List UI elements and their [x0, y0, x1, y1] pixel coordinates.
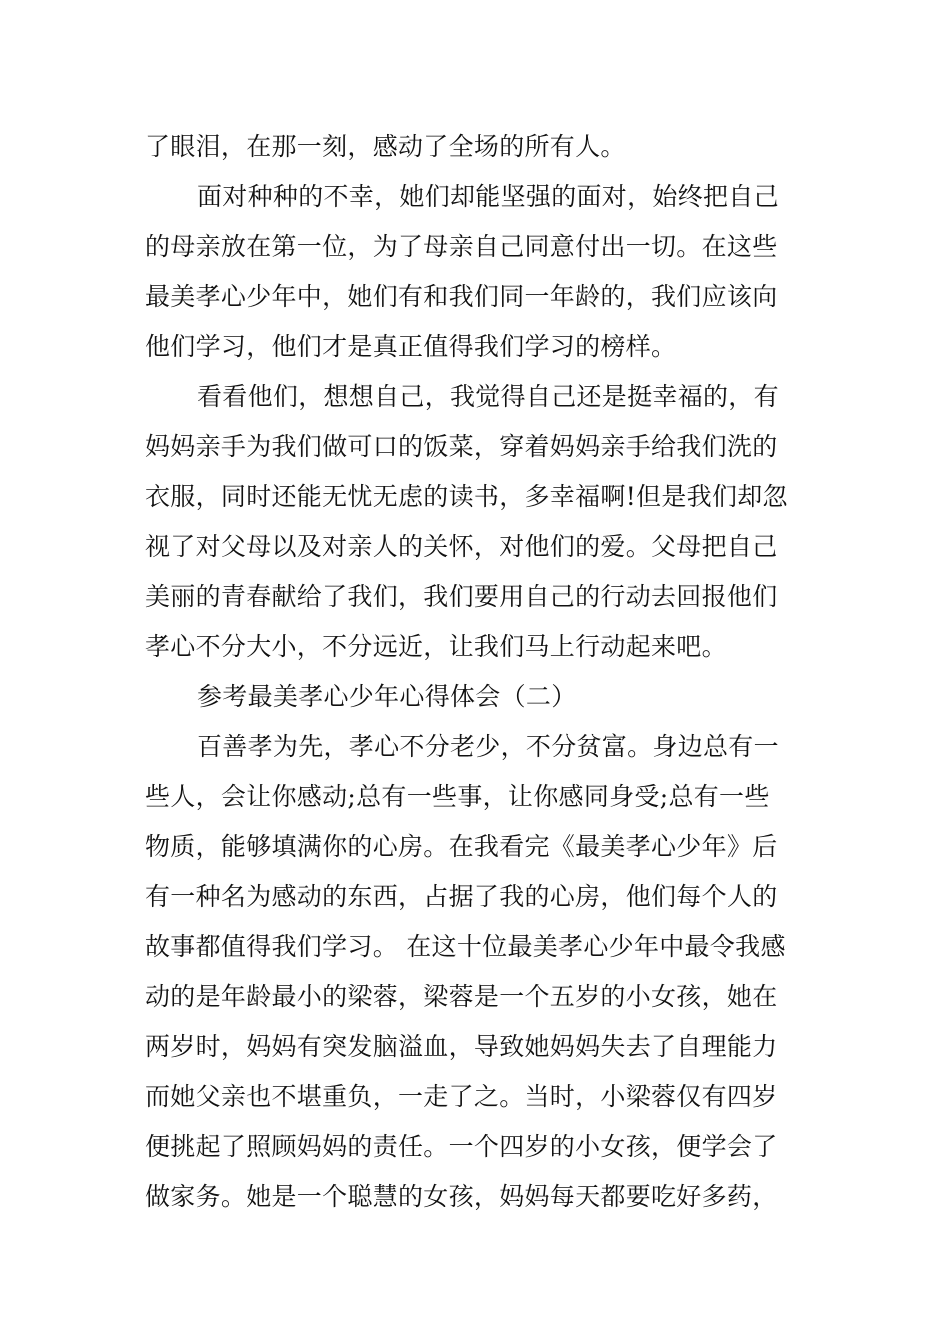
text-line: 面对种种的不幸，她们却能坚强的面对，始终把自己 [197, 182, 779, 211]
text-line: 看看他们，想想自己，我觉得自己还是挺幸福的，有 [197, 382, 779, 411]
text-line: 他们学习，他们才是真正值得我们学习的榜样。 [145, 332, 677, 361]
text-line: 做家务。她是一个聪慧的女孩，妈妈每天都要吃好多药， [145, 1182, 778, 1211]
text-line: 百善孝为先，孝心不分老少，不分贫富。身边总有一 [197, 732, 779, 761]
text-line: 的母亲放在第一位，为了母亲自己同意付出一切。在这些 [145, 232, 778, 261]
document-body [145, 122, 815, 1222]
section-heading: 参考最美孝心少年心得体会（二） [197, 682, 577, 711]
text-line: 美丽的青春献给了我们，我们要用自己的行动去回报他们 [145, 582, 778, 611]
text-line: 而她父亲也不堪重负，一走了之。当时，小梁蓉仅有四岁 [145, 1082, 778, 1111]
text-line: 视了对父母以及对亲人的关怀，对他们的爱。父母把自己 [145, 532, 778, 561]
text-line: 两岁时，妈妈有突发脑溢血，导致她妈妈失去了自理能力 [145, 1032, 778, 1061]
text-line: 些人，会让你感动;总有一些事，让你感同身受;总有一些 [145, 782, 770, 811]
text-line: 有一种名为感动的东西，占据了我的心房，他们每个人的 [145, 882, 778, 911]
text-line: 物质，能够填满你的心房。在我看完《最美孝心少年》后 [145, 832, 778, 861]
text-line: 动的是年龄最小的梁蓉，梁蓉是一个五岁的小女孩，她在 [145, 982, 778, 1011]
text-line: 便挑起了照顾妈妈的责任。一个四岁的小女孩，便学会了 [145, 1132, 778, 1161]
text-line: 了眼泪，在那一刻，感动了全场的所有人。 [145, 132, 626, 161]
text-line: 妈妈亲手为我们做可口的饭菜，穿着妈妈亲手给我们洗的 [145, 432, 778, 461]
text-line: 故事都值得我们学习。 在这十位最美孝心少年中最令我感 [145, 932, 786, 961]
text-line: 最美孝心少年中，她们有和我们同一年龄的，我们应该向 [145, 282, 778, 311]
text-line: 衣服，同时还能无忧无虑的读书，多幸福啊!但是我们却忽 [145, 482, 788, 511]
text-line: 孝心不分大小，不分远近，让我们马上行动起来吧。 [145, 632, 727, 661]
